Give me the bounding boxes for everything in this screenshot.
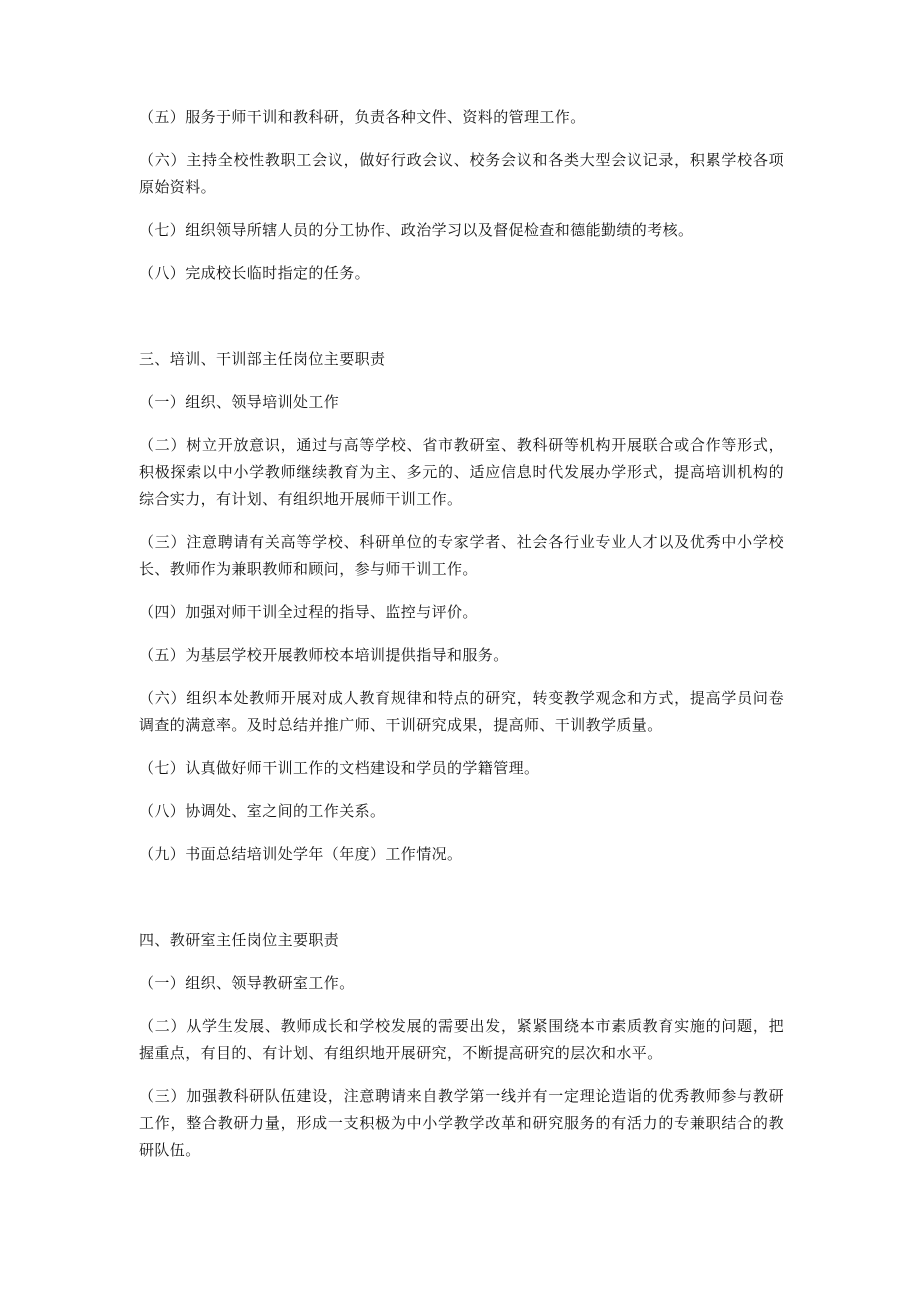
section-spacer (139, 884, 784, 927)
paragraph: （八）协调处、室之间的工作关系。 (139, 802, 386, 820)
paragraph: （五）为基层学校开展教师校本培训提供指导和服务。 (139, 646, 509, 664)
section-spacer (139, 303, 784, 346)
paragraph: （九）书面总结培训处学年（年度）工作情况。 (139, 845, 463, 863)
paragraph: （二）从学生发展、教师成长和学校发展的需要出发，紧紧围绕本市素质教育实施的问题，把握重点，有目的、有计划、有组织地开展研究，不断提高研究的层次和水平。 (139, 1017, 784, 1062)
paragraph: （六）组织本处教师开展对成人教育规律和特点的研究，转变教学观念和方式，提高学员问卷调查的满意率。及时总结并推广师、干训研究成果，提高师、干训教学质量。 (139, 689, 784, 734)
paragraph: （五）服务于师干训和教科研，负责各种文件、资料的管理工作。 (139, 108, 586, 126)
paragraph: （一）组织、领导培训处工作 (139, 393, 340, 411)
paragraph: （七）组织领导所辖人员的分工协作、政治学习以及督促检查和德能勤绩的考核。 (139, 221, 694, 239)
paragraph: （三）加强教科研队伍建设，注意聘请来自教学第一线并有一定理论造诣的优秀教师参与教研工作，整合教研力量，形成一支积极为中小学教学改革和研究服务的有活力的专兼职结合的教研队伍。 (139, 1087, 784, 1159)
section-heading: 四、教研室主任岗位主要职责 (139, 931, 340, 949)
section-heading: 三、培训、干训部主任岗位主要职责 (139, 350, 386, 368)
paragraph: （二）树立开放意识，通过与高等学校、省市教研室、教科研等机构开展联合或合作等形式，积极探索以中小学教师继续教育为主、多元的、适应信息时代发展办学形式，提高培训机构的综合实力，有计划、有组织地开展师干训工作。 (139, 436, 784, 508)
paragraph: （六）主持全校性教职工会议，做好行政会议、校务会议和各类大型会议记录，积累学校各项原始资料。 (139, 151, 784, 196)
paragraph: （八）完成校长临时指定的任务。 (139, 264, 371, 282)
paragraph: （一）组织、领导教研室工作。 (139, 974, 355, 992)
paragraph: （七）认真做好师干训工作的文档建设和学员的学籍管理。 (139, 759, 540, 777)
document-body (139, 104, 784, 1180)
paragraph: （四）加强对师干训全过程的指导、监控与评价。 (139, 603, 478, 621)
paragraph: （三）注意聘请有关高等学校、科研单位的专家学者、社会各行业专业人才以及优秀中小学校长、教师作为兼职教师和顾问，参与师干训工作。 (139, 533, 784, 578)
